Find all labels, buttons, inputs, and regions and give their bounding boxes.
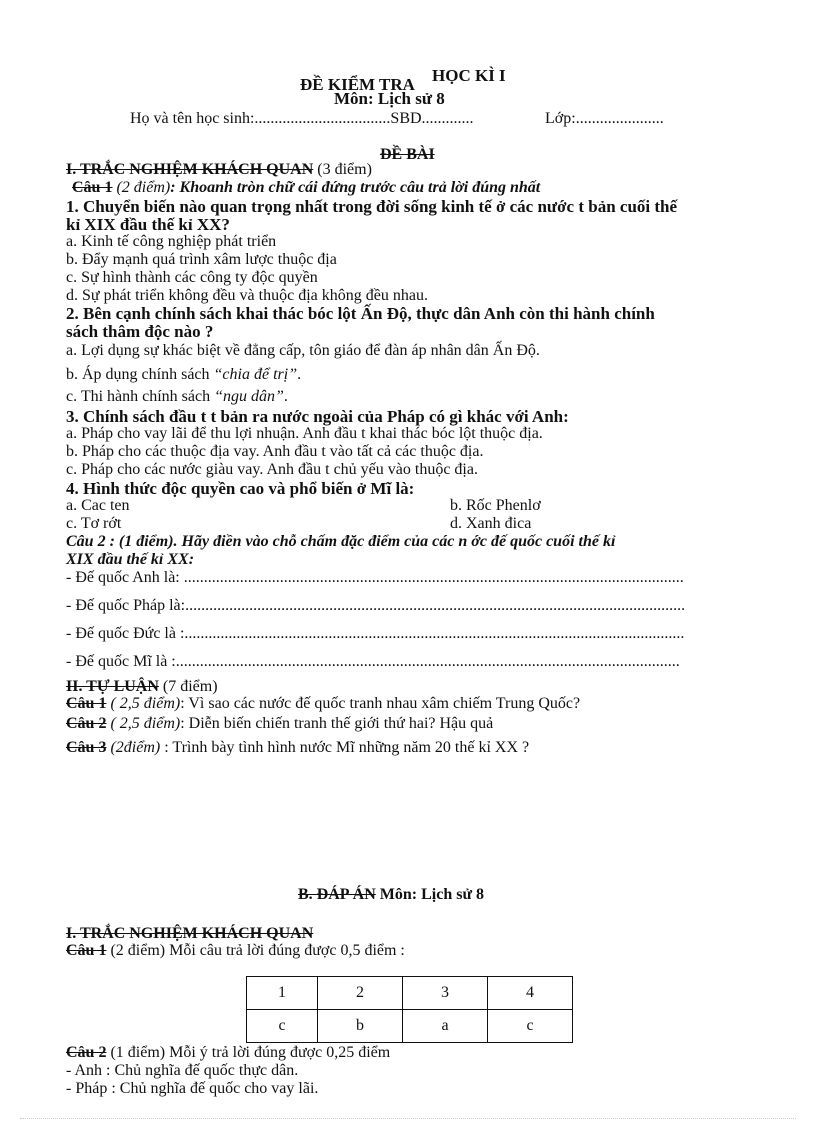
q1-4-option-d: d. Xanh đica [450, 515, 532, 532]
q1-4-option-a: a. Cac ten [66, 497, 130, 514]
q1-1-question-line1: 1. Chuyển biến nào quan trọng nhất trong đời sống kinh tế ở các nước t bản cuối thế [66, 197, 678, 216]
page-footer-rule [20, 1118, 796, 1119]
answer-cell-4: c [488, 1010, 573, 1043]
q1-2-b-quote: “chia để trị” [213, 366, 298, 383]
answers-subject: Môn: Lịch sử 8 [375, 886, 485, 903]
answers-c2-item-england: - Anh : Chủ nghĩa đế quốc thực dân. [66, 1062, 299, 1079]
essay-q3-points: (2điểm) [106, 739, 161, 756]
q1-2-b-end: . [297, 366, 302, 383]
q1-2-question-line1: 2. Bên cạnh chính sách khai thác bóc lột Ấn Độ, thực dân Anh còn thi hành chính [66, 304, 655, 323]
essay-q3-label: Câu 3 [66, 739, 107, 756]
student-info-row [130, 111, 474, 127]
q2-question-line1: Câu 2 : (1 điểm). Hãy điền vào chỗ chấm đặc điểm của các n ớc đế quốc cuối thế kỉ [66, 533, 616, 550]
part1-heading [66, 162, 372, 178]
q1-2-b-text: b. Áp dụng chính sách [66, 366, 214, 383]
part2-points: (7 điểm) [158, 678, 218, 695]
q1-3-option-a: a. Pháp cho vay lãi để thu lợi nhuận. Anh đầu t khai thác bóc lột thuộc địa. [66, 425, 543, 442]
sbd-dots: ............. [421, 110, 474, 127]
answers-c2-label: Câu 2 [66, 1044, 107, 1061]
exam-subject: Môn: Lịch sử 8 [334, 89, 445, 108]
answers-c1-label: Câu 1 [66, 942, 107, 959]
class-label: Lớp: [545, 110, 576, 127]
answers-c2-item-france: - Pháp : Chủ nghĩa đế quốc cho vay lãi. [66, 1080, 319, 1097]
q1-2-c-text: c. Thi hành chính sách [66, 388, 215, 405]
answers-c2-text: (1 điểm) Mỗi ý trả lời đúng được 0,25 điểm [106, 1044, 391, 1061]
q1-3-option-b: b. Pháp cho các thuộc địa vay. Anh đầu t vào tất cả các thuộc địa. [66, 443, 484, 460]
q1-4-question: 4. Hình thức độc quyền cao và phổ biến ở Mĩ là: [66, 479, 415, 498]
name-dots: .................................. [254, 110, 391, 127]
q2-fill-germany: - Đế quốc Đức là :............................................................................................................................. [66, 626, 685, 642]
q1-instruction [72, 180, 540, 196]
answer-col-2: 2 [318, 977, 403, 1010]
part2-heading [66, 679, 218, 695]
class-field [545, 111, 664, 127]
exam-term: HỌC KÌ I [432, 66, 506, 85]
part2-title: II. TỰ LUẬN [66, 678, 159, 695]
q1-2-c-quote: “ngu dân” [214, 388, 284, 405]
answer-col-1: 1 [247, 977, 318, 1010]
q1-4-option-c: c. Tơ rớt [66, 515, 122, 532]
q1-2-c-end: . [283, 388, 288, 405]
answers-c1-text: (2 điểm) Mỗi câu trả lời đúng được 0,5 điểm : [106, 942, 405, 959]
q1-1-option-d: d. Sự phát triển không đều và thuộc địa không đều nhau. [66, 287, 428, 304]
answer-cell-2: b [318, 1010, 403, 1043]
exam-title: ĐỀ KIỂM TRA [300, 75, 415, 94]
essay-q3-text: : Trình bày tình hình nước Mĩ những năm 20 thế kỉ XX ? [160, 739, 530, 756]
answer-table [246, 976, 573, 1043]
exam-heading: ĐỀ BÀI [380, 146, 435, 163]
answer-col-4: 4 [488, 977, 573, 1010]
part1-title: I. TRẮC NGHIỆM KHÁCH QUAN [66, 161, 314, 178]
q1-3-question: 3. Chính sách đầu t t bản ra nước ngoài của Pháp có gì khác với Anh: [66, 407, 569, 426]
q2-fill-usa: - Đế quốc Mĩ là :.............................................................................................................................. [66, 654, 680, 670]
sbd-label: SBD [390, 110, 422, 127]
q1-1-option-b: b. Đẩy mạnh quá trình xâm lược thuộc địa [66, 251, 337, 268]
q1-1-option-c: c. Sự hình thành các công ty độc quyền [66, 269, 318, 286]
q1-3-option-c: c. Pháp cho các nước giàu vay. Anh đầu t chủ yếu vào thuộc địa. [66, 461, 478, 478]
essay-q2-text: : Diễn biến chiến tranh thế giới thứ hai? Hậu quả [180, 715, 494, 732]
q1-2-option-c [66, 389, 288, 405]
essay-q2-label: Câu 2 [66, 715, 107, 732]
essay-q2 [66, 716, 493, 732]
q1-instruction-text: : Khoanh tròn chữ cái đứng trước câu trả lời đúng nhất [170, 179, 541, 196]
class-dots: ...................... [575, 110, 664, 127]
answers-title: B. ĐÁP ÁN [298, 886, 376, 903]
answers-heading [298, 887, 484, 903]
answer-table-header-row [247, 977, 573, 1010]
q1-1-option-a: a. Kinh tế công nghiệp phát triển [66, 233, 277, 250]
q1-points: (2 điểm) [112, 179, 171, 196]
q1-4-option-b: b. Rốc Phenlơ [450, 497, 541, 514]
essay-q1-points: ( 2,5 điểm) [106, 695, 181, 712]
answers-part1-title: I. TRẮC NGHIỆM KHÁCH QUAN [66, 925, 314, 942]
name-label: Họ và tên học sinh: [130, 110, 255, 127]
answer-col-3: 3 [403, 977, 488, 1010]
q2-question-line2: XIX đầu thế kỉ XX: [66, 551, 195, 568]
answers-c2 [66, 1045, 390, 1061]
q1-2-question-line2: sách thâm độc nào ? [66, 322, 214, 341]
essay-q1-text: : Vì sao các nước đế quốc tranh nhau xâm chiếm Trung Quốc? [180, 695, 581, 712]
q2-fill-france: - Đế quốc Pháp là:............................................................................................................................. [66, 598, 686, 614]
q2-fill-england: - Đế quốc Anh là: ............................................................................................................................. [66, 570, 684, 586]
essay-q3 [66, 740, 529, 756]
answer-cell-1: c [247, 1010, 318, 1043]
answers-c1 [66, 943, 405, 959]
answer-table-row [247, 1010, 573, 1043]
essay-q2-points: ( 2,5 điểm) [106, 715, 181, 732]
q1-2-option-a: a. Lợi dụng sự khác biệt về đẳng cấp, tôn giáo để đàn áp nhân dân Ấn Độ. [66, 342, 540, 359]
part1-points: (3 điểm) [313, 161, 372, 178]
essay-q1-label: Câu 1 [66, 695, 107, 712]
q1-label: Câu 1 [72, 179, 113, 196]
answer-cell-3: a [403, 1010, 488, 1043]
q1-2-option-b [66, 367, 301, 383]
essay-q1 [66, 696, 580, 712]
q1-1-question-line2: kỉ XIX đầu thế kỉ XX? [66, 215, 230, 234]
